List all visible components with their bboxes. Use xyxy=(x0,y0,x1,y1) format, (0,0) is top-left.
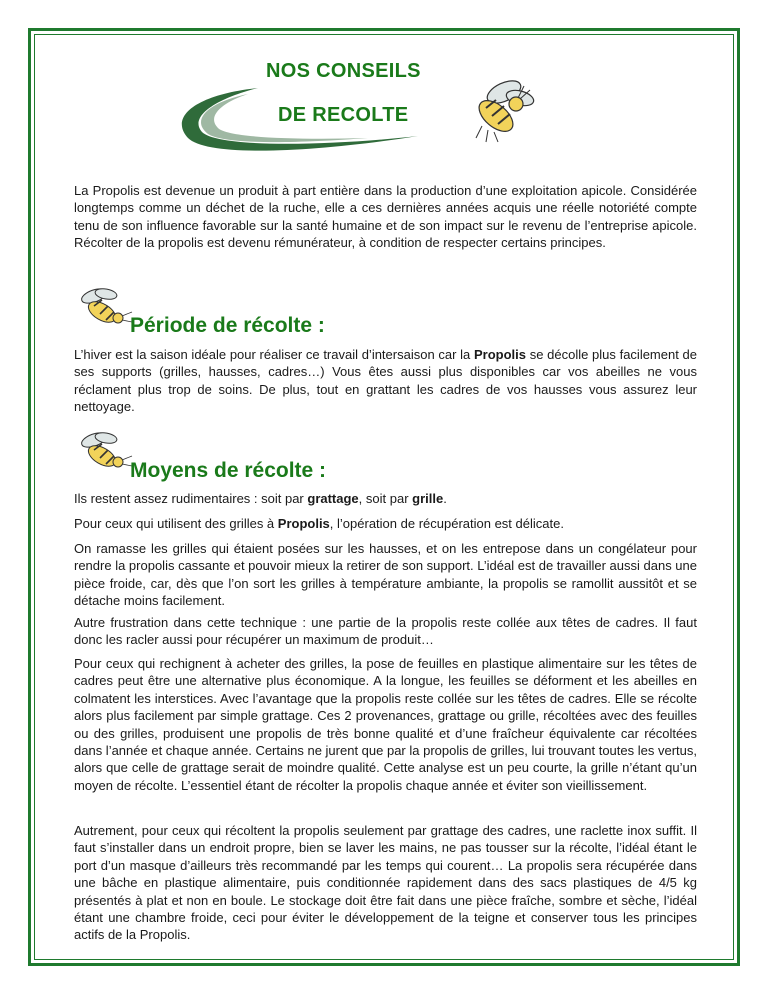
section2-paragraph-4: Autre frustration dans cette technique : une partie de la propolis reste collée aux têtes de cadres. Il faut donc les racler aussi pour récupérer un maximum de produit… xyxy=(74,615,697,648)
intro-paragraph: La Propolis est devenue un produit à part entière dans la production d’une exploitation apicole. Considérée longtemps comme un déchet de la ruche, elle a ces dernières années acquis une réelle notoriété compte tenu de son influence favorable sur la santé humaine et de son impact sur le revenu de l’entreprise apicole. Récolter de la propolis est devenu rémunérateur, à condition de respecter certains principes. xyxy=(74,183,697,251)
document-title-line2: DE RECOLTE xyxy=(278,104,409,126)
section-heading-periode: Période de récolte : xyxy=(130,314,325,337)
section2-paragraph-6: Autrement, pour ceux qui récoltent la propolis seulement par grattage des cadres, une raclette inox suffit. Il faut s’installer dans un endroit propre, bien se laver les mains, ne pas tousser sur la récolte, l’idéal étant le port d’un masque d’ailleurs très recommandé par les temps qui courent… La propolis sera récupérée dans une bâche en plastique alimentaire, puis conditionnée rapidement dans des sacs plastiques de 4/5 kg présentés à plat et non en boule. Le stockage doit être fait dans une pièce fraîche, sombre et sèche, l’idéal étant une chambre froide, ceci pour éviter le développement de la teigne et conserver tous les principes actifs de la Propolis. xyxy=(74,823,697,943)
bee-icon xyxy=(76,430,138,476)
section2-paragraph-1: Ils restent assez rudimentaires : soit par grattage, soit par grille. xyxy=(74,491,447,506)
section2-paragraph-5: Pour ceux qui rechignent à acheter des grilles, la pose de feuilles en plastique alimentaire sur les têtes de cadres peut être une alternative plus économique. A la longue, les feuilles se déforment et les abeilles en colmatent les interstices. Avec l’avantage que la propolis reste collée sur les têtes de cadres. Elle se récolte alors plus facilement par simple grattage. Ces 2 provenances, grattage ou grille, récoltées avec des feuilles ou des grilles, produisent une propolis de très bonne qualité et d’une fraîcheur équivalente car récoltées dans l’année et chaque année. Certains ne jurent que par la propolis de grilles, lui trouvant toutes les vertus, alors que celle de grattage serait de moindre qualité. Cette analyse est un peu courte, la grille n’étant qu’un moyen de récolte. L’essentiel étant de récolter la propolis chaque année et éviter son vieillissement. xyxy=(74,656,697,793)
section-heading-moyens: Moyens de récolte : xyxy=(130,459,327,482)
bee-icon xyxy=(76,286,138,332)
section2-paragraph-3: On ramasse les grilles qui étaient posées sur les hausses, et on les entrepose dans un congélateur pour rendre la propolis cassante et pouvoir mieux la retirer de son support. L’idéal est de travailler aussi dans une pièce froide, car, dès que l’on sort les grilles à température ambiante, la propolis se ramollit aussitôt et se détache moins facilement. xyxy=(74,541,697,609)
section2-paragraph-2: Pour ceux qui utilisent des grilles à Propolis, l’opération de récupération est délicate. xyxy=(74,516,564,531)
section1-paragraph: L’hiver est la saison idéale pour réaliser ce travail d’intersaison car la Propolis se décolle plus facilement de ses supports (grilles, hausses, cadres…) Vous êtes aussi plus disponibles car vos abeilles ne vous réclament plus trop de soins. De plus, tout en grattant les cadres de vos hausses vous assurez leur nettoyage. xyxy=(74,347,698,415)
bee-icon xyxy=(452,78,542,144)
document-title-line1: NOS CONSEILS xyxy=(266,60,421,82)
